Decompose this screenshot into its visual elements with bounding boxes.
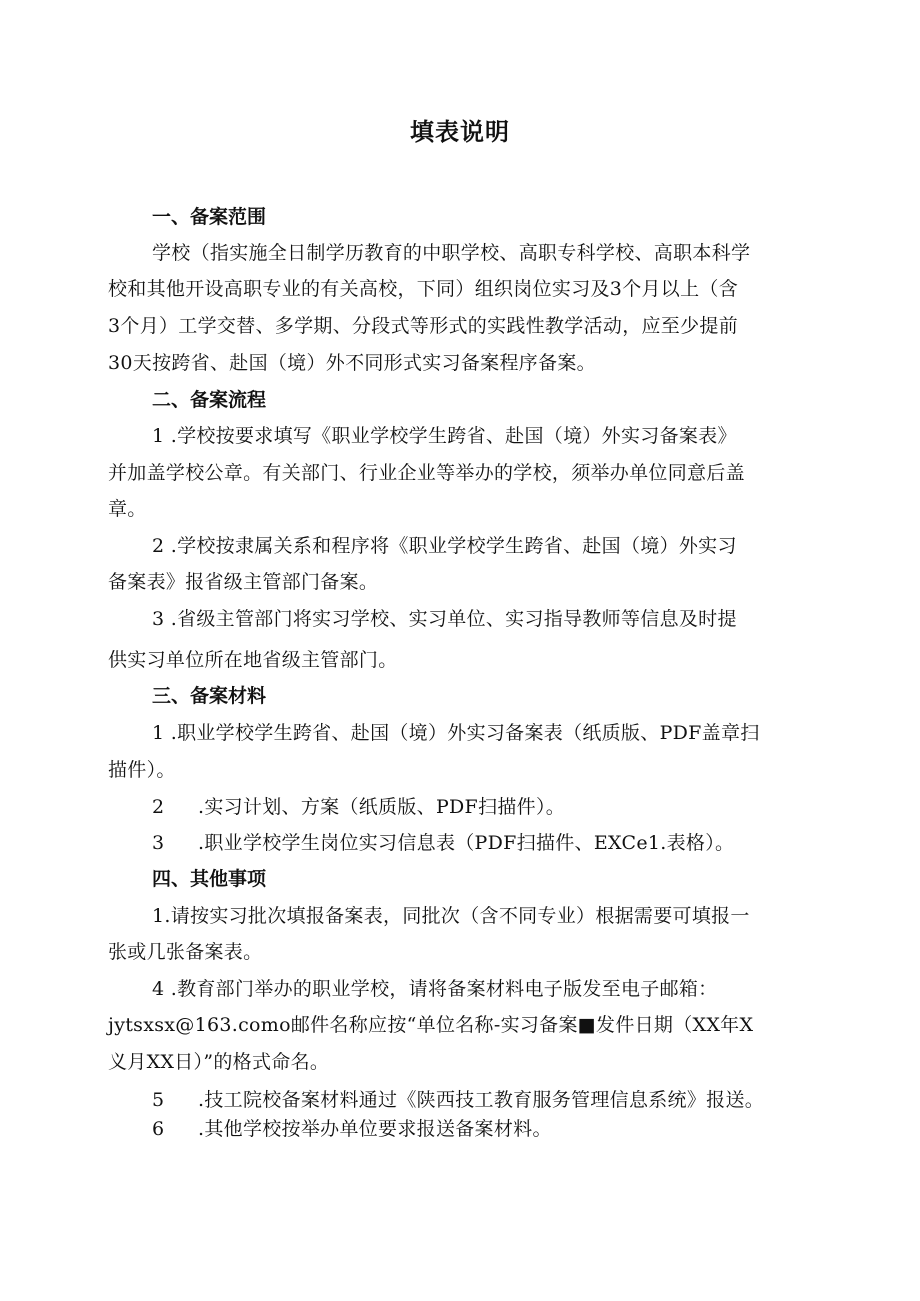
paragraph-line: 章。 [108, 498, 147, 520]
paragraph-line: 张或几张备案表。 [108, 941, 263, 963]
paragraph-line: 供实习单位所在地省级主管部门。 [108, 649, 398, 671]
page-title: 填表说明 [410, 118, 510, 146]
paragraph-line: 义月XX日）”的格式命名。 [108, 1051, 330, 1073]
list-item-number: 6 [152, 1118, 165, 1140]
section-heading-materials: 三、备案材料 [152, 685, 267, 707]
paragraph-line: 4 .教育部门举办的职业学校，请将备案材料电子版发至电子邮箱： [152, 978, 718, 1000]
list-item [152, 792, 565, 819]
list-item-text: .实习计划、方案（纸质版、PDF扫描件）。 [198, 796, 566, 818]
list-item-number: 5 [152, 1089, 165, 1111]
list-item-text: .技工院校备案材料通过《陕西技工教育服务管理信息系统》报送。 [198, 1089, 765, 1111]
paragraph-line: 1 .学校按要求填写《职业学校学生跨省、赴国（境）外实习备案表》 [152, 425, 737, 447]
section-heading-other: 四、其他事项 [152, 868, 267, 890]
paragraph-line: 3 .省级主管部门将实习学校、实习单位、实习指导教师等信息及时提 [152, 608, 737, 630]
paragraph-line: 2 .学校按隶属关系和程序将《职业学校学生跨省、赴国（境）外实习 [152, 535, 737, 557]
paragraph-line: 学校（指实施全日制学历教育的中职学校、高职专科学校、高职本科学 [152, 242, 751, 264]
paragraph-line: 备案表》报省级主管部门备案。 [108, 571, 379, 593]
paragraph-line: 3个月）工学交替、多学期、分段式等形式的实践性教学活动，应至少提前 [108, 315, 738, 337]
paragraph-line: 校和其他开设高职专业的有关高校，下同）组织岗位实习及3个月以上（含 [108, 278, 738, 300]
list-item [152, 828, 734, 855]
paragraph-line: 描件）。 [108, 759, 176, 781]
paragraph-line: 1.请按实习批次填报备案表，同批次（含不同专业）根据需要可填报一 [152, 905, 750, 927]
list-item-number: 2 [152, 796, 165, 818]
list-item-text: .其他学校按举办单位要求报送备案材料。 [198, 1118, 552, 1140]
paragraph-line: 30天按跨省、赴国（境）外不同形式实习备案程序备案。 [108, 352, 596, 374]
list-item [152, 1085, 764, 1112]
list-item-text: .职业学校学生岗位实习信息表（PDF扫描件、EXCe1.表格）。 [198, 832, 735, 854]
list-item-number: 3 [152, 832, 165, 854]
paragraph-line: 1 .职业学校学生跨省、赴国（境）外实习备案表（纸质版、PDF盖章扫 [152, 722, 760, 744]
paragraph-line: 并加盖学校公章。有关部门、行业企业等举办的学校，须举办单位同意后盖 [108, 462, 745, 484]
section-heading-scope: 一、备案范围 [152, 206, 267, 228]
section-heading-process: 二、备案流程 [152, 389, 267, 411]
paragraph-line: jytsxsx@163.como邮件名称应按“单位名称-实习备案■发件日期（XX年X [108, 1014, 754, 1036]
list-item [152, 1114, 552, 1141]
